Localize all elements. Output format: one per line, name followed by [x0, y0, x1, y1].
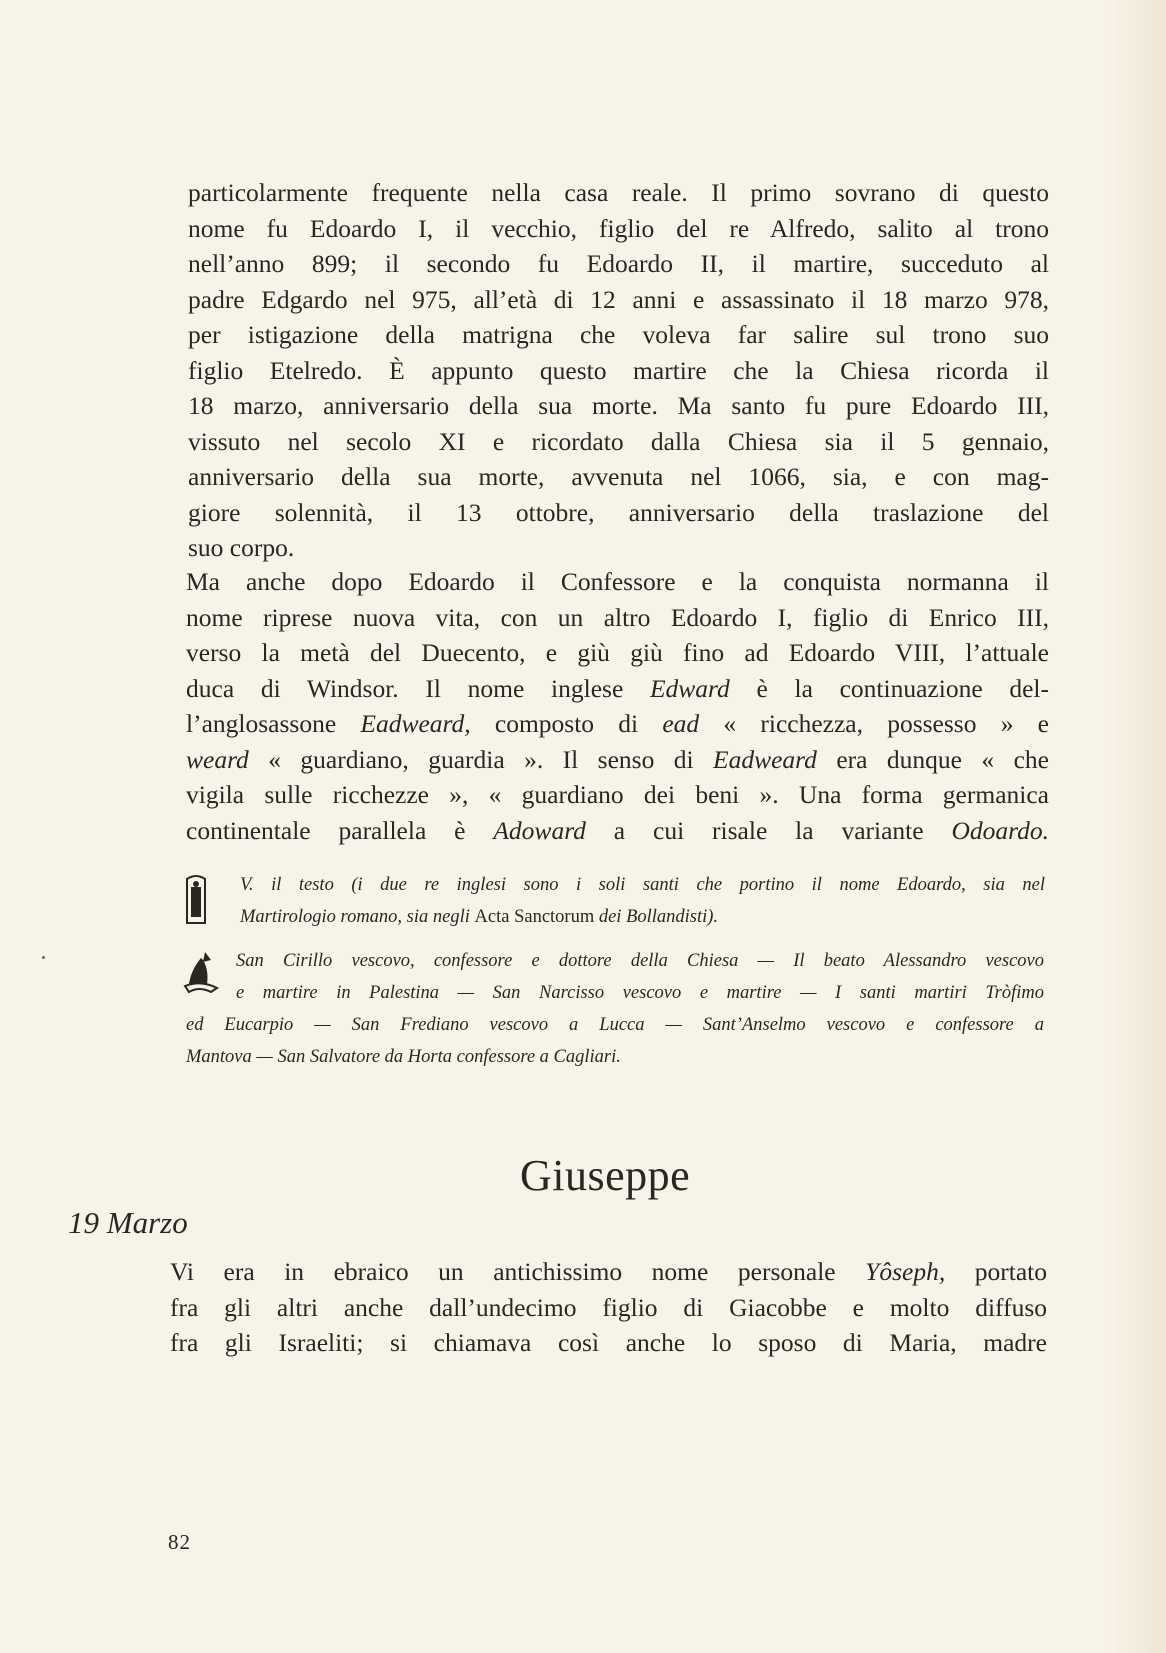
section-title: Giuseppe: [520, 1151, 691, 1200]
text-run: « guardiano, guardia ». Il senso di: [248, 744, 714, 774]
paragraph-edoardo-history: [188, 175, 1049, 566]
page-number: 82: [168, 1530, 191, 1554]
text-line: nome fu Edoardo I, il vecchio, figlio del re Alfredo, salito al trono: [188, 213, 1049, 243]
text-line: fra gli Israeliti; si chiamava così anche lo sposo di Maria, madre: [170, 1328, 1047, 1357]
text-line: [186, 671, 1049, 707]
page-edge-shading: [1106, 0, 1166, 1653]
text-line: verso la metà del Duecento, e giù giù fino ad Edoardo VIII, l’attuale: [186, 638, 1049, 667]
italic-term: Adoward: [493, 815, 586, 845]
note-text-reference: [240, 869, 1045, 933]
italic-term: ead: [662, 709, 700, 738]
book-icon: [183, 873, 209, 925]
note-line: V. il testo (i due re inglesi sono i soli santi che portino il nome Edoardo, sia nel: [240, 875, 1045, 895]
note-line: San Cirillo vescovo, confessore e dottore della Chiesa — Il beato Alessandro vescovo: [236, 951, 1044, 971]
text-run: Vi era in ebraico un antichissimo nome personale: [170, 1257, 866, 1286]
text-line: 18 marzo, anniversario della sua morte. Ma santo fu pure Edoardo III,: [188, 391, 1049, 420]
feast-date: 19 Marzo: [68, 1205, 188, 1240]
italic-term: weard: [186, 744, 249, 774]
text-line: [186, 706, 1049, 742]
italic-term: Edward: [649, 673, 730, 703]
text-line: padre Edgardo nel 975, all’età di 12 anni e assassinato il 18 marzo 978,: [188, 284, 1049, 314]
paragraph-edward-etymology: [186, 564, 1049, 848]
text-run: duca di Windsor. Il nome inglese: [186, 673, 650, 703]
note-line: [240, 901, 1045, 933]
text-run: Martirologio romano, sia negli: [240, 907, 475, 927]
note-line: ed Eucarpio — San Frediano vescovo a Lucca — Sant’Anselmo vescovo e confessore a: [186, 1015, 1044, 1035]
note-saints-first-line: [236, 945, 1044, 977]
text-line: vigila sulle ricchezze », « guardiano dei beni ». Una forma germanica: [186, 780, 1049, 809]
text-line: suo corpo.: [188, 533, 295, 562]
text-line: fra gli altri anche dall’undecimo figlio di Giacobbe e molto diffuso: [170, 1292, 1047, 1322]
text-run: « ricchezza, possesso » e: [699, 709, 1049, 738]
text-line: per istigazione della matrigna che voleva far salire sul trono suo: [188, 320, 1049, 349]
text-line: anniversario della sua morte, avvenuta nel 1066, sia, e con mag-: [188, 462, 1049, 491]
italic-term: Eadweard: [713, 744, 817, 774]
text-line: nome riprese nuova vita, con un altro Edoardo I, figlio di Enrico III,: [186, 602, 1049, 632]
text-line: figlio Etelredo. È appunto questo martire che la Chiesa ricorda il: [188, 355, 1049, 385]
italic-term: Odoardo.: [951, 815, 1049, 845]
italic-term: Yôseph,: [865, 1257, 946, 1286]
text-run: era dunque « che: [816, 744, 1049, 774]
text-line: giore solennità, il 13 ottobre, anniversario della traslazione del: [188, 497, 1049, 527]
text-run: composto di: [470, 709, 663, 738]
note-line: e martire in Palestina — San Narcisso vescovo e martire — I santi martiri Tròfimo: [236, 983, 1044, 1003]
text-run: dei Bollandisti).: [594, 907, 719, 927]
text-line: particolarmente frequente nella casa reale. Il primo sovrano di questo: [188, 178, 1049, 207]
text-run: l’anglosassone: [186, 709, 361, 738]
text-run: portato: [945, 1257, 1048, 1286]
text-line: nell’anno 899; il secondo fu Edoardo II, il martire, succeduto al: [188, 249, 1049, 278]
paper-speck: [42, 956, 45, 959]
italic-term: Eadweard,: [360, 709, 471, 738]
text-line: [186, 742, 1049, 778]
roman-title: Acta Sanctorum: [474, 907, 595, 927]
text-run: è la continuazione del-: [729, 673, 1049, 703]
text-line: [186, 813, 1049, 849]
paragraph-giuseppe: [170, 1254, 1047, 1361]
note-saints-list: [186, 977, 1044, 1073]
text-run: a cui risale la variante: [585, 815, 952, 845]
text-line: Ma anche dopo Edoardo il Confessore e la conquista normanna il: [186, 567, 1049, 596]
note-line: Mantova — San Salvatore da Horta confessore a Cagliari.: [186, 1047, 621, 1067]
text-line: [170, 1254, 1047, 1290]
text-run: continentale parallela è: [186, 815, 494, 845]
text-line: vissuto nel secolo XI e ricordato dalla Chiesa sia il 5 gennaio,: [188, 426, 1049, 456]
